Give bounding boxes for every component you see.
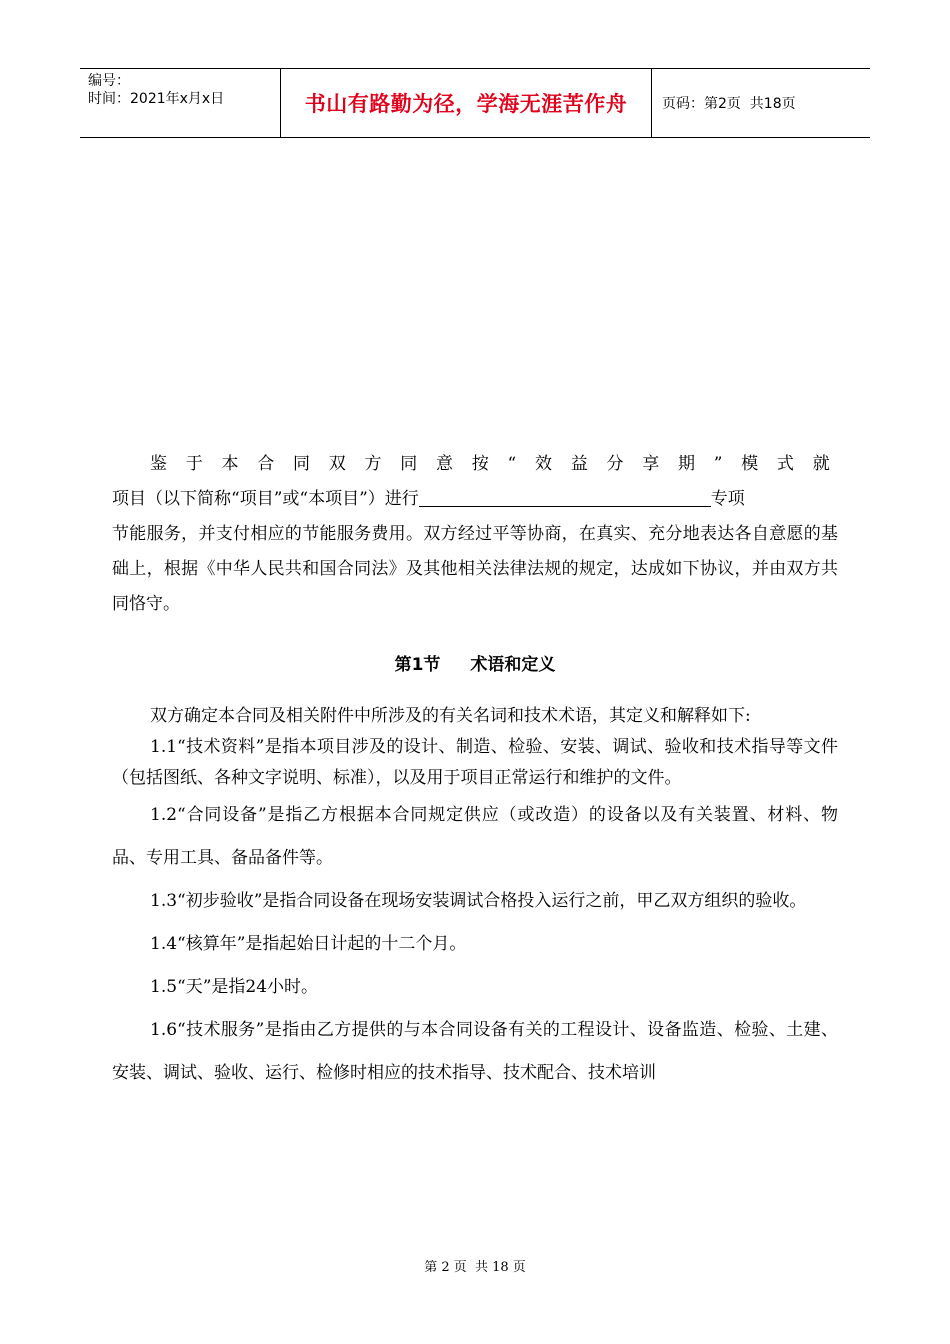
definition-1-1: 1.1“技术资料”是指本项目涉及的设计、制造、检验、安装、调试、验收和技术指导等文件（包括图纸、各种文字说明、标准），以及用于项目正常运行和维护的文件。 xyxy=(112,737,838,788)
intro-line-2-suffix: 专项 xyxy=(710,489,745,509)
header-page-info: 页码：第2页 共18页 xyxy=(662,96,796,112)
footer-page-number: 第 2 页 共 18 页 xyxy=(424,1260,526,1275)
intro-line-2 xyxy=(112,482,838,517)
definition-1-3: 1.3“初步验收”是指合同设备在现场安装调试合格投入运行之前，甲乙双方组织的验收。 xyxy=(150,891,807,911)
section-title: 术语和定义 xyxy=(470,655,556,675)
header-motto-cell xyxy=(281,69,652,137)
document-number-label: 编号： xyxy=(88,73,130,89)
header-meta-cell xyxy=(80,69,281,137)
definition-1-2: 1.2“合同设备”是指乙方根据本合同规定供应（或改造）的设备以及有关装置、材料、物品、专用工具、备品备件等。 xyxy=(112,805,838,868)
project-name-blank xyxy=(419,488,711,507)
header-page-cell xyxy=(652,69,870,137)
document-header xyxy=(80,68,870,138)
definition-1-5: 1.5“天”是指24小时。 xyxy=(150,977,319,997)
header-motto: 书山有路勤为径，学海无涯苦作舟 xyxy=(304,92,628,116)
page-footer xyxy=(0,1256,950,1275)
definition-1-4: 1.4“核算年”是指起始日计起的十二个月。 xyxy=(150,934,467,954)
document-date-label: 时间：2021年x月x日 xyxy=(88,91,225,107)
intro-line-2-prefix: 项目（以下简称“项目”或“本项目”）进行 xyxy=(112,489,419,509)
document-body xyxy=(112,447,838,1095)
intro-line-1: 鉴于本合同双方同意按“效益分享期”模式就 xyxy=(150,454,838,474)
definitions-lead: 双方确定本合同及相关附件中所涉及的有关名词和技术术语，其定义和解释如下: xyxy=(150,706,751,726)
section-number: 第1节 xyxy=(394,655,441,675)
section-heading xyxy=(112,650,838,675)
definition-1-6: 1.6“技术服务”是指由乙方提供的与本合同设备有关的工程设计、设备监造、检验、土建、安装、调试、验收、运行、检修时相应的技术指导、技术配合、技术培训 xyxy=(112,1020,838,1083)
intro-paragraph-rest: 节能服务，并支付相应的节能服务费用。双方经过平等协商，在真实、充分地表达各自意愿的基础上，根据《中华人民共和国合同法》及其他相关法律法规的规定，达成如下协议，并由双方共同恪守。 xyxy=(112,524,838,614)
